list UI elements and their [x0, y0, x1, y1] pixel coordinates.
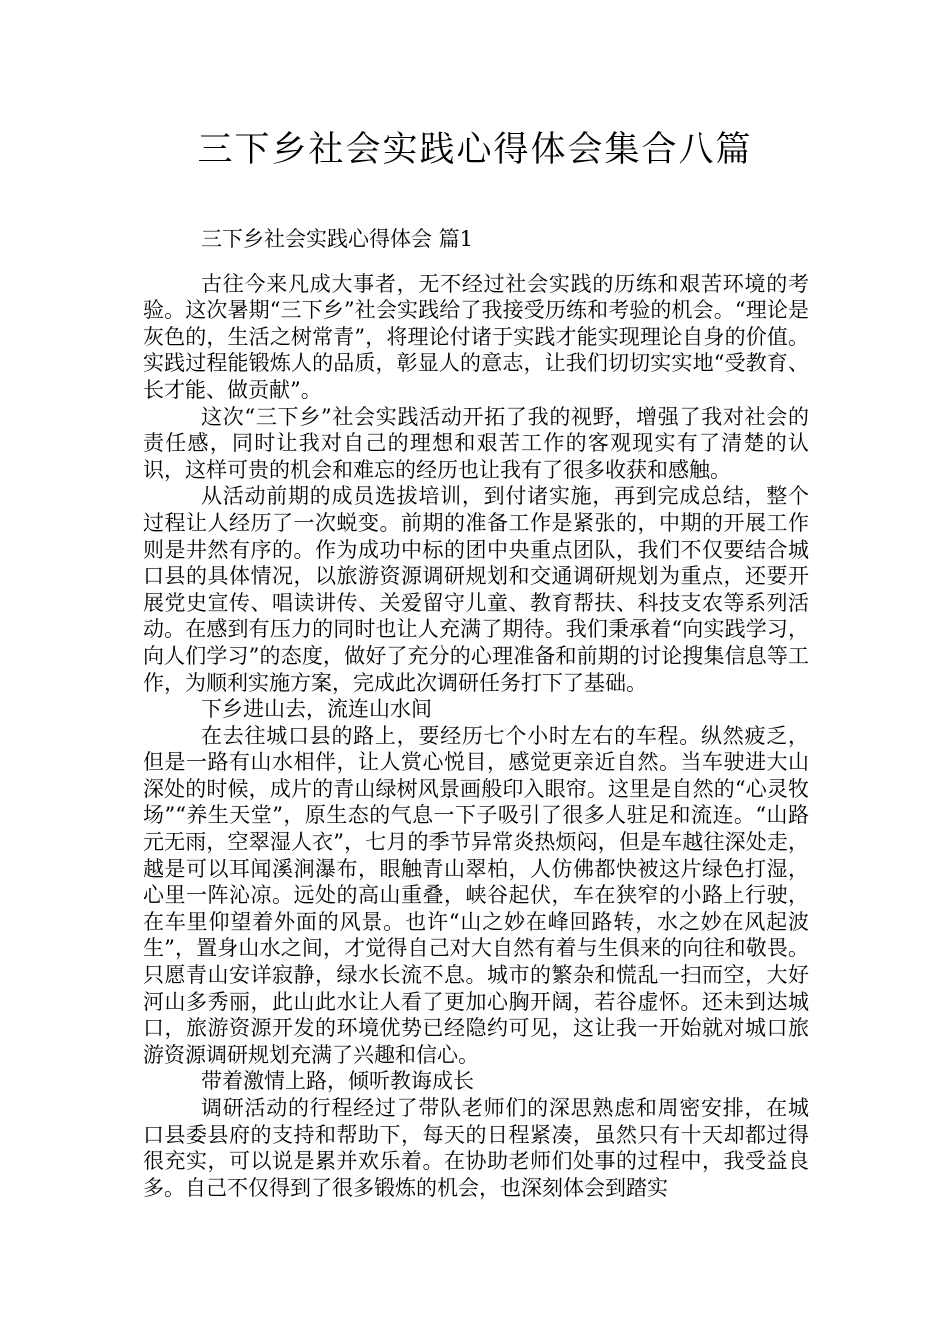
- paragraph: 调研活动的行程经过了带队老师们的深思熟虑和周密安排，在城口县委县府的支持和帮助下，每天的日程紧凑，虽然只有十天却都过得很充实，可以说是累并欢乐着。在协助老师们处事的过程中，我受益良多。自己不仅得到了很多锻炼的机会，也深刻体会到踏实: [143, 1096, 809, 1200]
- document-title: 三下乡社会实践心得体会集合八篇: [197, 130, 753, 170]
- subheading: 带着激情上路，倾听教诲成长: [201, 1069, 474, 1094]
- section-heading: 三下乡社会实践心得体会 篇1: [201, 227, 474, 251]
- paragraph: 从活动前期的成员选拔培训，到付诸实施，再到完成总结，整个过程让人经历了一次蜕变。前期的准备工作是紧张的，中期的开展工作则是井然有序的。作为成功中标的团中央重点团队，我们不仅要结合城口县的具体情况，以旅游资源调研规划和交通调研规划为重点，还要开展党史宣传、唱读讲传、关爱留守儿童、教育帮扶、科技支农等系列活动。在感到有压力的同时也让人充满了期待。我们秉承着“向实践学习，向人们学习”的态度，做好了充分的心理准备和前期的讨论搜集信息等工作，为顺利实施方案，完成此次调研任务打下了基础。: [143, 484, 809, 695]
- subheading: 下乡进山去，流连山水间: [201, 697, 432, 722]
- paragraph: 在去往城口县的路上，要经历七个小时左右的车程。纵然疲乏，但是一路有山水相伴，让人赏心悦目，感觉更亲近自然。当车驶进大山深处的时候，成片的青山绿树风景画般印入眼帘。这里是自然的“心灵牧场”“养生天堂”，原生态的气息一下子吸引了很多人驻足和流连。“山路元无雨，空翠湿人衣”，七月的季节异常炎热烦闷，但是车越往深处走，越是可以耳闻溪涧瀑布，眼触青山翠柏，人仿佛都快被这片绿色打湿，心里一阵沁凉。远处的高山重叠，峡谷起伏，车在狭窄的小路上行驶，在车里仰望着外面的风景。也许“山之妙在峰回路转，水之妙在风起波生”，置身山水之间，才觉得自己对大自然有着与生俱来的向往和敬畏。只愿青山安详寂静，绿水长流不息。城市的繁杂和慌乱一扫而空，大好河山多秀丽，此山此水让人看了更加心胸开阔，若谷虚怀。还未到达城口，旅游资源开发的环境优势已经隐约可见，这让我一开始就对城口旅游资源调研规划充满了兴趣和信心。: [143, 723, 809, 1067]
- document-body: [143, 226, 809, 1201]
- paragraph: 古往今来凡成大事者，无不经过社会实践的历练和艰苦环境的考验。这次暑期“三下乡”社会实践给了我接受历练和考验的机会。“理论是灰色的，生活之树常青”，将理论付诸于实践才能实现理论自身的价值。实践过程能锻炼人的品质，彰显人的意志，让我们切切实实地“受教育、长才能、做贡献”。: [143, 271, 809, 402]
- paragraph: 这次“三下乡”社会实践活动开拓了我的视野，增强了我对社会的责任感，同时让我对自己的理想和艰苦工作的客观现实有了清楚的认识，这样可贵的机会和难忘的经历也让我有了很多收获和感触。: [143, 404, 809, 482]
